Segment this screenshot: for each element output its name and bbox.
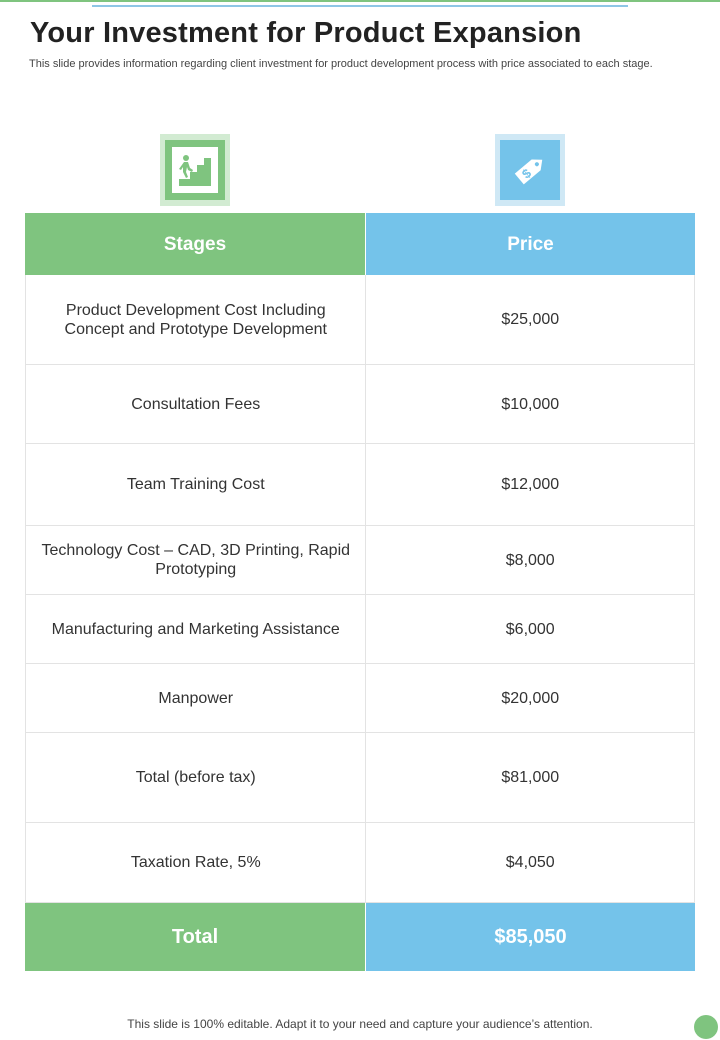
price-cell: $20,000	[501, 689, 560, 707]
price-cell: $6,000	[505, 620, 555, 638]
total-value: $85,050	[366, 903, 695, 971]
table-row	[25, 823, 695, 903]
table-header-row	[25, 213, 695, 275]
svg-text:$: $	[518, 165, 535, 182]
table-total-row	[25, 903, 695, 971]
stage-cell: Taxation Rate, 5%	[26, 823, 366, 902]
price-icon-frame	[495, 134, 565, 206]
table-row	[25, 664, 695, 733]
table-row	[25, 444, 695, 526]
header-price: Price	[366, 213, 695, 275]
table-row	[25, 733, 695, 823]
stage-cell: Team Training Cost	[26, 444, 366, 525]
stage-cell: Total (before tax)	[26, 733, 366, 822]
table-row	[25, 275, 695, 365]
table-row	[25, 526, 695, 595]
stages-icon-frame	[160, 134, 230, 206]
price-cell: $12,000	[501, 476, 560, 493]
page-title: Your Investment for Product Expansion	[30, 17, 582, 49]
investment-table	[25, 213, 695, 971]
price-tag-icon	[507, 147, 553, 193]
stage-cell: Consultation Fees	[26, 365, 366, 443]
footer-note: This slide is 100% editable. Adapt it to your need and capture your audience’s attention.	[127, 1017, 593, 1031]
top-accent-line-blue	[92, 5, 628, 7]
corner-dot	[694, 1015, 718, 1039]
price-cell: $4,050	[505, 854, 555, 871]
total-label: Total	[25, 903, 366, 971]
stage-cell: Manufacturing and Marketing Assistance	[26, 595, 366, 663]
top-accent-line-green	[0, 0, 720, 2]
header-stages: Stages	[25, 213, 366, 275]
price-cell: $81,000	[501, 769, 560, 786]
page-subtitle: This slide provides information regarding client investment for product development process with price associated to each stage.	[29, 58, 653, 70]
price-cell: $8,000	[505, 551, 555, 569]
stairs-climb-icon	[172, 147, 218, 193]
price-cell: $25,000	[501, 311, 560, 328]
table-row	[25, 365, 695, 444]
stage-cell: Technology Cost – CAD, 3D Printing, Rapid Prototyping	[26, 526, 366, 594]
stage-cell: Product Development Cost Including Concept and Prototype Development	[26, 275, 366, 364]
stage-cell: Manpower	[26, 664, 366, 732]
table-row	[25, 595, 695, 664]
price-cell: $10,000	[501, 395, 560, 413]
